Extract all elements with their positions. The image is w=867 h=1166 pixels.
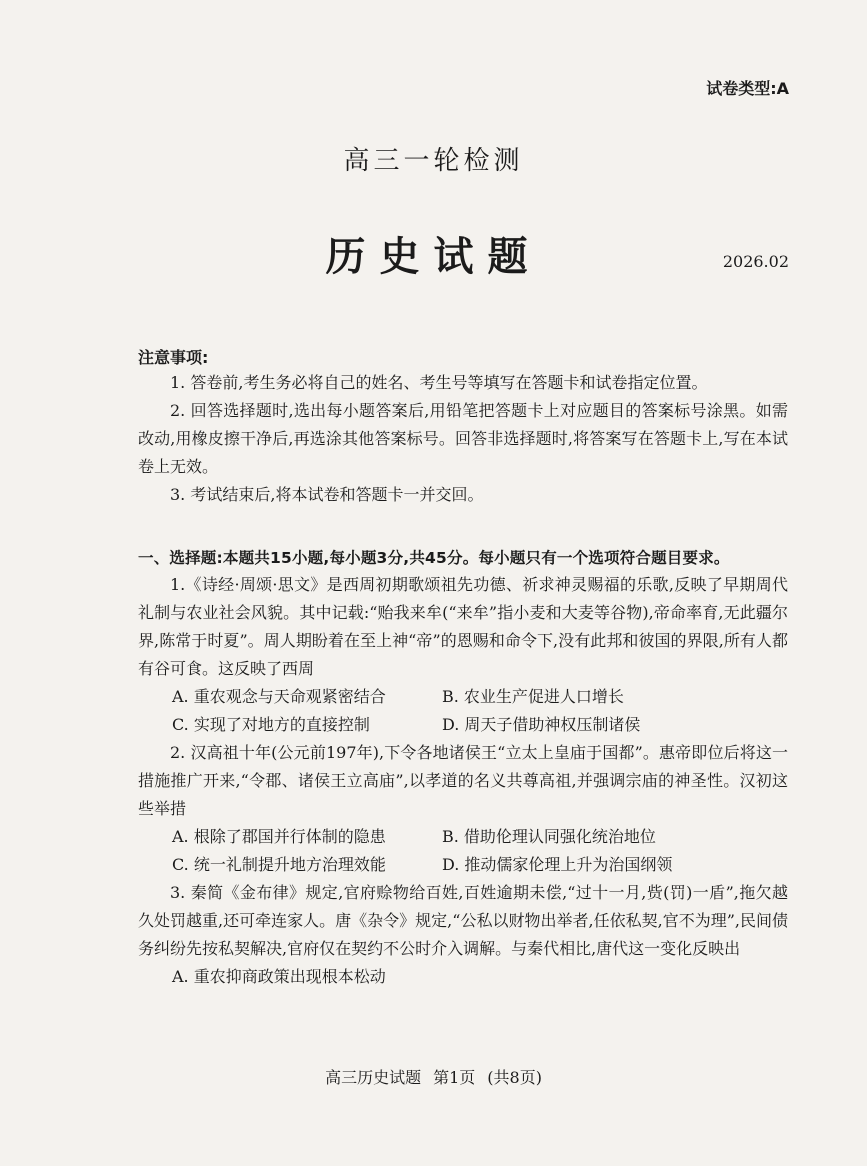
option-d: D. 推动儒家伦理上升为治国纲领 (442, 855, 673, 874)
footer-label: 高三历史试题 (325, 1068, 422, 1087)
option-a: A. 重农观念与天命观紧密结合 (172, 687, 386, 706)
question-options (138, 683, 788, 739)
question-stem: 1.《诗经·周颂·思文》是西周初期歌颂祖先功德、祈求神灵赐福的乐歌,反映了早期周代礼制与农业社会风貌。其中记载:“贻我来牟(“来牟”指小麦和大麦等谷物),帝命率育,无此疆尔界,陈常于时夏”。周人期盼着在至上神“帝”的恩赐和命令下,没有此邦和彼国的界限,所有人都有谷可食。这反映了西周 (138, 575, 788, 678)
option-c: C. 统一礼制提升地方治理效能 (172, 855, 386, 874)
question-1 (138, 571, 788, 739)
question-stem: 3. 秦简《金布律》规定,官府赊物给百姓,百姓逾期未偿,“过十一月,赀(罚)一盾”,拖欠越久处罚越重,还可牵连家人。唐《杂令》规定,“公私以财物出举者,任依私契,官不为理”,民间债务纠纷先按私契解决,官府仅在契约不公时介入调解。与秦代相比,唐代这一变化反映出 (138, 883, 788, 958)
notice-list (138, 369, 788, 509)
exam-subtitle: 高三一轮检测 (343, 146, 524, 176)
question-options (138, 963, 788, 991)
exam-type-label: 试卷类型:A (706, 79, 789, 98)
option-b: B. 借助伦理认同强化统治地位 (442, 827, 656, 846)
question-stem: 2. 汉高祖十年(公元前197年),下令各地诸侯王“立太上皇庙于国都”。惠帝即位后将这一措施推广开来,“令郡、诸侯王立高庙”,以孝道的名义共尊高祖,并强调宗庙的神圣性。汉初这些举措 (138, 743, 788, 818)
exam-title: 历史试题 (325, 233, 542, 280)
notice-item: 1. 答卷前,考生务必将自己的姓名、考生号等填写在答题卡和试卷指定位置。 (170, 373, 708, 392)
option-d: D. 周天子借助神权压制诸侯 (442, 715, 641, 734)
option-a: A. 重农抑商政策出现根本松动 (172, 967, 386, 986)
exam-date: 2026.02 (722, 252, 789, 271)
notice-item: 2. 回答选择题时,选出每小题答案后,用铅笔把答题卡上对应题目的答案标号涂黑。如需改动,用橡皮擦干净后,再选涂其他答案标号。回答非选择题时,将答案写在答题卡上,写在本试卷上无效。 (138, 401, 788, 476)
footer-total: (共8页) (487, 1068, 542, 1087)
notice-heading: 注意事项: (138, 348, 209, 367)
section-heading: 一、选择题:本题共15小题,每小题3分,共45分。每小题只有一个选项符合题目要求。 (138, 549, 730, 567)
question-list (138, 571, 788, 991)
question-2 (138, 739, 788, 879)
footer-page: 第1页 (433, 1068, 476, 1087)
option-b: B. 农业生产促进人口增长 (442, 687, 624, 706)
option-c: C. 实现了对地方的直接控制 (172, 715, 370, 734)
notice-item: 3. 考试结束后,将本试卷和答题卡一并交回。 (170, 485, 484, 504)
question-3 (138, 879, 788, 991)
option-a: A. 根除了郡国并行体制的隐患 (172, 827, 386, 846)
page-footer (0, 1065, 867, 1088)
question-options (138, 823, 788, 879)
